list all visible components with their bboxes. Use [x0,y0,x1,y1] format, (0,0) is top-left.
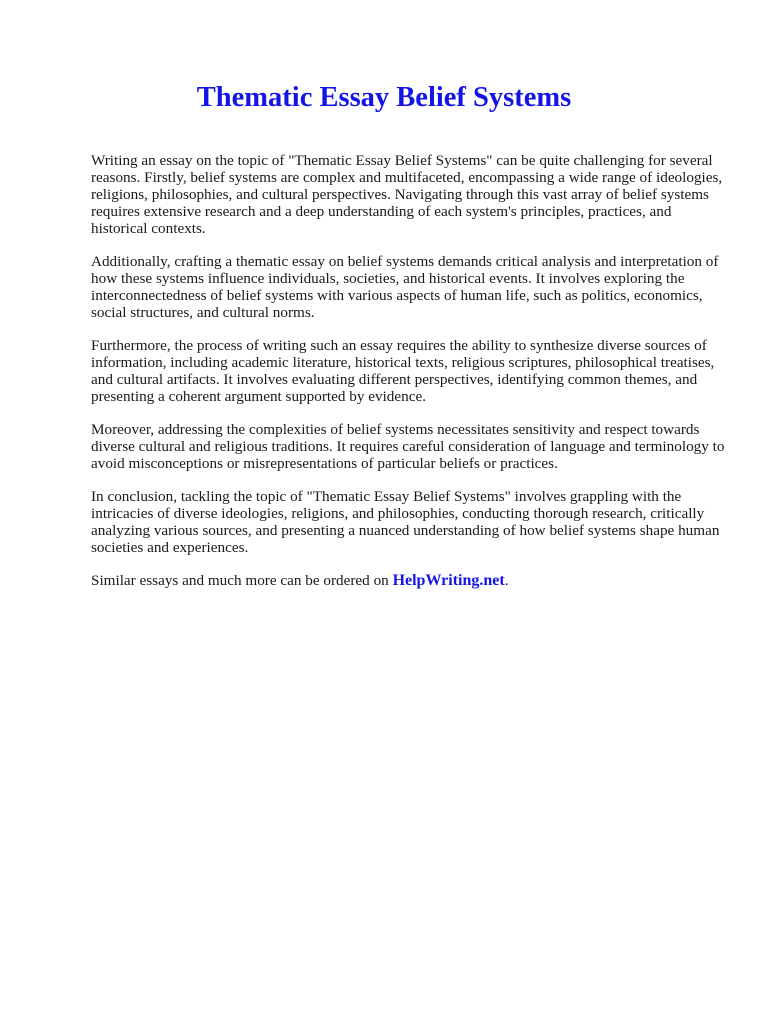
paragraph-3: Furthermore, the process of writing such an essay requires the ability to synthesize diverse sources of information, including academic literature, historical texts, religious scriptures, philosophical treatises, and cultural artifacts. It involves evaluating different perspectives, identifying common themes, and presenting a coherent argument supported by evidence. [91,337,715,405]
paragraph-4: Moreover, addressing the complexities of belief systems necessitates sensitivity and respect towards diverse cultural and religious traditions. It requires careful consideration of language and terminology to avoid misconceptions or misrepresentations of particular beliefs or practices. [91,421,725,472]
page-title: Thematic Essay Belief Systems [196,82,572,113]
paragraph-2: Additionally, crafting a thematic essay on belief systems demands critical analysis and interpretation of how these systems influence individuals, societies, and historical events. It involves exploring the interconnectedness of belief systems with various aspects of human life, such as politics, economics, social structures, and cultural norms. [91,253,719,321]
helpwriting-link[interactable]: HelpWriting.net [392,572,505,589]
paragraph-1: Writing an essay on the topic of "Thematic Essay Belief Systems" can be quite challenging for several reasons. Firstly, belief systems are complex and multifaceted, encompassing a wide range of ideologies, religions, philosophies, and cultural perspectives. Navigating through this vast array of belief systems requires extensive research and a deep understanding of each system's principles, practices, and historical contexts. [91,152,723,237]
closing-line [91,572,728,589]
paragraph-5: In conclusion, tackling the topic of "Thematic Essay Belief Systems" involves grappling with the intricacies of diverse ideologies, religions, and philosophies, conducting thorough research, critically analyzing various sources, and presenting a nuanced understanding of how belief systems shape human societies and experiences. [91,488,720,556]
closing-text: Similar essays and much more can be ordered on [91,572,393,589]
closing-suffix: . [504,572,509,589]
